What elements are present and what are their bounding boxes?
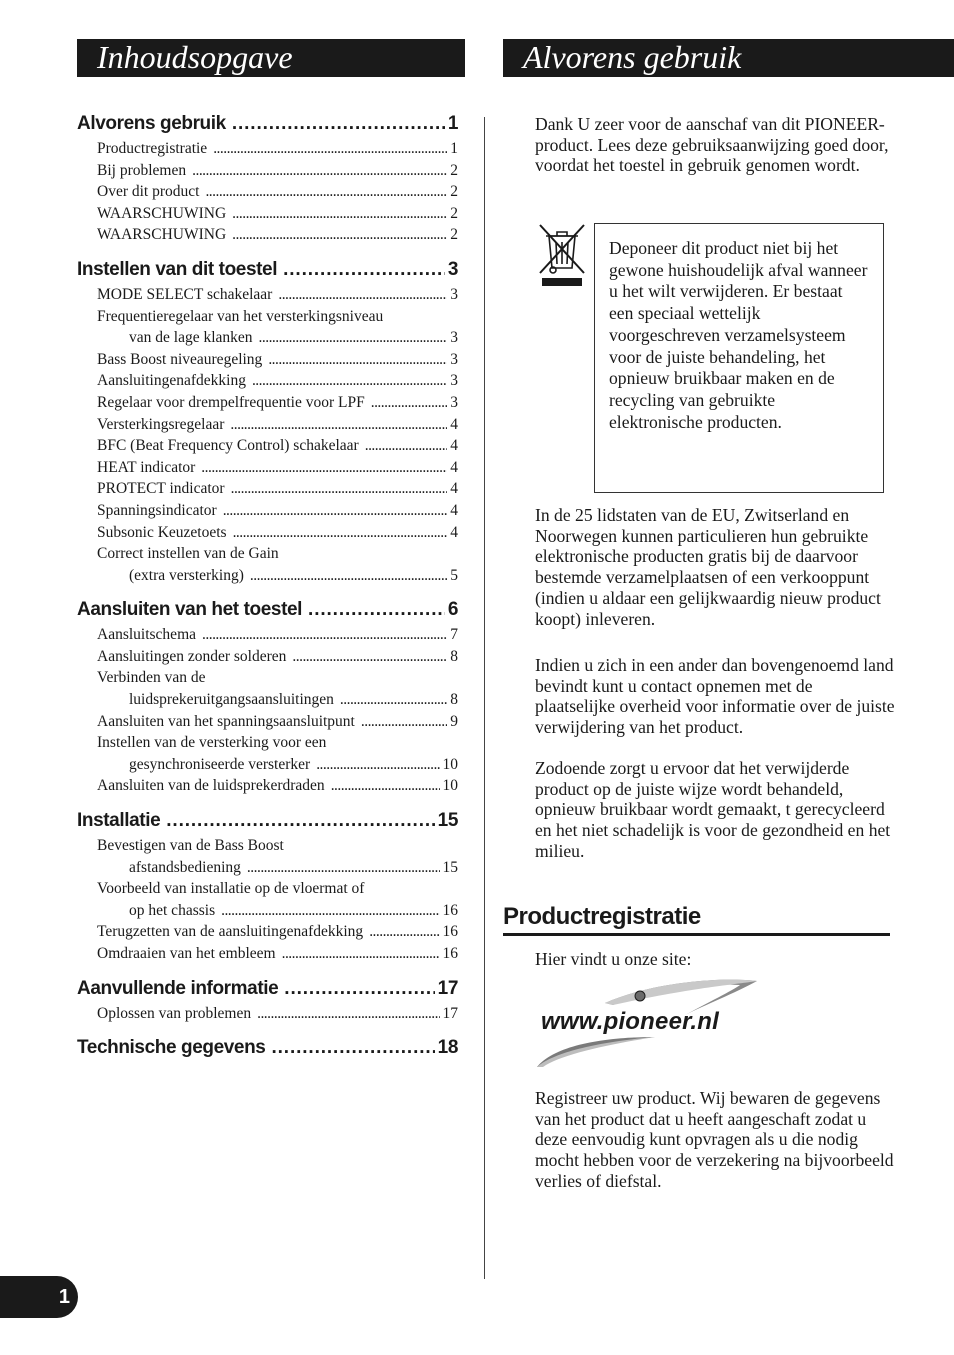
toc-section-page: 15 bbox=[437, 810, 458, 832]
toc-entry-page: 3 bbox=[450, 372, 458, 390]
toc-entry-page: 4 bbox=[450, 458, 458, 476]
toc-entry-label: Verbinden van de bbox=[97, 669, 206, 687]
dot-leader bbox=[371, 392, 448, 414]
dot-leader bbox=[232, 203, 447, 225]
dot-leader bbox=[292, 646, 447, 668]
toc-entry[interactable] bbox=[77, 457, 458, 479]
toc-section-label: Aansluiten van het toestel bbox=[77, 599, 303, 621]
dot-leader bbox=[223, 500, 448, 522]
toc-entry-label: Aansluitingenafdekking bbox=[97, 372, 246, 390]
dot-leader bbox=[268, 349, 447, 371]
toc-entry-page: 16 bbox=[442, 945, 458, 962]
dot-leader bbox=[259, 327, 448, 349]
toc-entry-page: 4 bbox=[450, 523, 458, 541]
toc-section-page: 17 bbox=[437, 977, 458, 999]
table-of-contents bbox=[77, 113, 458, 1075]
dot-leader bbox=[232, 224, 447, 246]
eu-disposal-paragraph: In de 25 lidstaten van de EU, Zwitserland en Noorwegen kunnen particulieren hun gebruikte elektronische producten gratis bij de daarvoor bestemde verzamelplaatsen of een verkooppunt (indien u aldaar een gelijkwaardig nieuw product koopt) inleveren. bbox=[535, 505, 881, 629]
toc-entry-label: Subsonic Keuzetoets bbox=[97, 523, 227, 541]
toc-entry-label: Aansluiten van de luidsprekerdraden bbox=[97, 777, 325, 795]
toc-entry-label: BFC (Beat Frequency Control) schakelaar bbox=[97, 437, 359, 455]
toc-entry[interactable] bbox=[77, 306, 458, 328]
other-country-paragraph: Indien u zich in een ander dan bovengenoemd land bevindt kunt u contact opnemen met de plaatselijke overheid voor informatie over de juiste verwijdering van het product. bbox=[535, 655, 895, 738]
toc-section-title[interactable] bbox=[77, 810, 458, 835]
toc-section-title[interactable] bbox=[77, 259, 458, 284]
toc-entry[interactable] bbox=[77, 732, 458, 754]
dot-leader bbox=[257, 1003, 439, 1025]
toc-entry-page: 10 bbox=[442, 755, 458, 773]
toc-entry-label: Voorbeeld van installatie op de vloermat of bbox=[97, 880, 365, 898]
toc-entry-label-cont: afstandsbediening bbox=[129, 858, 241, 876]
toc-entry-label: Aansluitschema bbox=[97, 626, 197, 644]
toc-entry[interactable] bbox=[77, 224, 458, 246]
toc-entry[interactable] bbox=[77, 624, 458, 646]
toc-entry-page: 9 bbox=[450, 712, 458, 730]
toc-entry[interactable] bbox=[77, 921, 458, 943]
toc-entry-label: Aansluitingen zonder solderen bbox=[97, 647, 287, 665]
page-number: 1 bbox=[0, 1276, 78, 1318]
intro-paragraph: Dank U zeer voor de aanschaf van dit PIONEER-product. Lees deze gebruiksaanwijzing goed door, voordat het toestel in gebruik genomen wordt. bbox=[535, 114, 889, 176]
toc-entry-page: 16 bbox=[442, 901, 458, 919]
toc-entry-label: Bass Boost niveauregeling bbox=[97, 350, 263, 368]
logo-url-text: www.pioneer.nl bbox=[541, 1008, 719, 1035]
dot-leader bbox=[316, 754, 439, 776]
toc-entry-label: Bij problemen bbox=[97, 161, 187, 179]
toc-entry-page: 8 bbox=[450, 647, 458, 665]
toc-section-title[interactable] bbox=[77, 978, 458, 1003]
toc-entry-label: Productregistratie bbox=[97, 140, 208, 157]
toc-entry-label: Regelaar voor drempelfrequentie voor LPF bbox=[97, 393, 365, 411]
toc-entry[interactable] bbox=[77, 160, 458, 182]
toc-entry[interactable] bbox=[77, 284, 458, 306]
dot-leader bbox=[284, 978, 434, 1000]
toc-entry[interactable] bbox=[77, 835, 458, 857]
toc-entry-label: WAARSCHUWING bbox=[97, 204, 227, 222]
dot-leader bbox=[365, 435, 448, 457]
dot-leader bbox=[252, 370, 447, 392]
treatment-paragraph: Zodoende zorgt u ervoor dat het verwijderde product op de juiste wijze wordt behandeld, opnieuw bruikbaar wordt gemaakt, t gerecycleerd en het niet schadelijk is voor de gezondheid en het milieu. bbox=[535, 758, 891, 861]
toc-entry-page: 7 bbox=[450, 626, 458, 644]
toc-entry-label: Over dit product bbox=[97, 183, 200, 201]
toc-entry-page: 4 bbox=[450, 437, 458, 455]
column-divider bbox=[484, 117, 485, 1279]
toc-section-label: Aanvullende informatie bbox=[77, 977, 279, 999]
toc-section-page: 6 bbox=[447, 599, 458, 621]
pioneer-website-logo[interactable] bbox=[535, 975, 763, 1071]
toc-entry-label: MODE SELECT schakelaar bbox=[97, 285, 273, 303]
toc-entry-label: WAARSCHUWING bbox=[97, 226, 227, 244]
toc-section-title[interactable] bbox=[77, 113, 458, 138]
section-title-productregistratie: Productregistratie bbox=[503, 902, 890, 936]
toc-entry-label-cont: van de lage klanken bbox=[129, 329, 253, 347]
toc-entry-page: 4 bbox=[450, 480, 458, 498]
toc-entry[interactable] bbox=[77, 1003, 458, 1025]
toc-section bbox=[77, 599, 458, 797]
toc-entry-page: 4 bbox=[450, 415, 458, 433]
disposal-notice-box: Deponeer dit product niet bij het gewone huishoudelijk afval wanneer u het wilt verwijderen. Er bestaat een speciaal wettelijk voorgeschreven verzamelsysteem voor de juiste behandeling, het opnieuw bruikbaar maken en de recycling van gebruikte elektronische producten. bbox=[594, 223, 884, 493]
toc-entry[interactable] bbox=[77, 543, 458, 565]
toc-entry[interactable] bbox=[77, 349, 458, 371]
registration-paragraph: Registreer uw product. Wij bewaren de gegevens van het product dat u heeft aangeschaft zodat u deze eenvoudig kunt opvragen als u die nodig mocht hebben voor de verzekering na bijvoorbeeld verlies of diefstal. bbox=[535, 1088, 894, 1191]
toc-entry-continuation[interactable] bbox=[77, 857, 458, 879]
toc-entry-label: Oplossen van problemen bbox=[97, 1004, 252, 1022]
dot-leader bbox=[250, 565, 447, 587]
dot-leader bbox=[283, 259, 445, 281]
dot-leader bbox=[340, 689, 447, 711]
toc-entry[interactable] bbox=[77, 878, 458, 900]
toc-entry[interactable] bbox=[77, 646, 458, 668]
toc-entry-label: Versterkingsregelaar bbox=[97, 415, 225, 433]
toc-entry-page: 2 bbox=[450, 161, 458, 179]
toc-section bbox=[77, 810, 458, 965]
toc-entry-label: Bevestigen van de Bass Boost bbox=[97, 837, 284, 855]
toc-section-title[interactable] bbox=[77, 1037, 458, 1062]
dot-leader bbox=[271, 1037, 434, 1059]
dot-leader bbox=[331, 775, 440, 797]
toc-section-page: 18 bbox=[437, 1037, 458, 1059]
toc-header: Inhoudsopgave bbox=[77, 39, 465, 77]
toc-entry[interactable] bbox=[77, 181, 458, 203]
dot-leader bbox=[232, 113, 445, 135]
dot-leader bbox=[278, 284, 447, 306]
toc-entry-continuation[interactable] bbox=[77, 900, 458, 922]
toc-entry[interactable] bbox=[77, 500, 458, 522]
dot-leader bbox=[231, 478, 448, 500]
toc-entry[interactable] bbox=[77, 392, 458, 414]
toc-entry-continuation[interactable] bbox=[77, 754, 458, 776]
dot-leader bbox=[213, 138, 447, 160]
toc-entry[interactable] bbox=[77, 478, 458, 500]
toc-entry-page: 1 bbox=[450, 140, 458, 157]
toc-entry-page: 4 bbox=[450, 501, 458, 519]
toc-entry-label: HEAT indicator bbox=[97, 458, 196, 476]
toc-entry-label: Aansluiten van het spanningsaansluitpunt bbox=[97, 712, 355, 730]
toc-section bbox=[77, 1037, 458, 1062]
toc-section-label: Instellen van dit toestel bbox=[77, 258, 278, 280]
toc-entry[interactable] bbox=[77, 203, 458, 225]
toc-entry-page: 3 bbox=[450, 350, 458, 368]
section-header: Alvorens gebruik bbox=[503, 39, 954, 77]
toc-entry-page: 16 bbox=[442, 923, 458, 941]
dot-leader bbox=[166, 810, 434, 832]
toc-section-title[interactable] bbox=[77, 599, 458, 624]
dot-leader bbox=[247, 857, 440, 879]
toc-section-page: 1 bbox=[447, 113, 458, 134]
toc-section-label: Technische gegevens bbox=[77, 1037, 266, 1059]
toc-entry-page: 17 bbox=[442, 1004, 458, 1022]
toc-entry-page: 5 bbox=[450, 566, 458, 584]
dot-leader bbox=[230, 414, 447, 436]
toc-entry[interactable] bbox=[77, 370, 458, 392]
toc-entry-page: 3 bbox=[450, 285, 458, 303]
toc-entry-label-cont: (extra versterking) bbox=[129, 566, 244, 584]
dot-leader bbox=[205, 181, 447, 203]
crossed-out-wheelie-bin-icon bbox=[537, 222, 587, 288]
dot-leader bbox=[308, 599, 445, 621]
toc-entry-continuation[interactable] bbox=[77, 327, 458, 349]
toc-entry-continuation[interactable] bbox=[77, 689, 458, 711]
toc-entry-label: Frequentieregelaar van het versterkingsniveau bbox=[97, 307, 384, 325]
toc-entry-page: 15 bbox=[442, 858, 458, 876]
toc-entry-page: 10 bbox=[442, 777, 458, 795]
toc-entry-continuation[interactable] bbox=[77, 565, 458, 587]
toc-entry-label: Omdraaien van het embleem bbox=[97, 945, 276, 962]
dot-leader bbox=[233, 522, 448, 544]
toc-section-page: 3 bbox=[447, 258, 458, 280]
toc-entry[interactable] bbox=[77, 414, 458, 436]
dot-leader bbox=[192, 160, 447, 182]
toc-entry-label: PROTECT indicator bbox=[97, 480, 225, 498]
toc-entry-label-cont: luidsprekeruitgangsaansluitingen bbox=[129, 691, 334, 709]
toc-entry-label: Spanningsindicator bbox=[97, 501, 217, 519]
toc-entry[interactable] bbox=[77, 435, 458, 457]
toc-section bbox=[77, 978, 458, 1025]
dot-leader bbox=[361, 711, 447, 733]
toc-entry[interactable] bbox=[77, 667, 458, 689]
toc-entry[interactable] bbox=[77, 138, 458, 160]
toc-entry-page: 3 bbox=[450, 393, 458, 411]
toc-entry-page: 2 bbox=[450, 226, 458, 244]
dot-leader bbox=[282, 943, 440, 965]
toc-section bbox=[77, 259, 458, 586]
toc-entry-page: 2 bbox=[450, 204, 458, 222]
toc-entry[interactable] bbox=[77, 775, 458, 797]
toc-entry[interactable] bbox=[77, 711, 458, 733]
toc-entry[interactable] bbox=[77, 522, 458, 544]
dot-leader bbox=[221, 900, 439, 922]
toc-section-label: Installatie bbox=[77, 810, 161, 832]
toc-section-label: Alvorens gebruik bbox=[77, 113, 226, 134]
toc-entry-label: Instellen van de versterking voor een bbox=[97, 734, 327, 752]
toc-entry-label-cont: gesynchroniseerde versterker bbox=[129, 755, 311, 773]
toc-section bbox=[77, 113, 458, 246]
toc-entry-label: Terugzetten van de aansluitingenafdekking bbox=[97, 923, 364, 941]
site-intro-text: Hier vindt u onze site: bbox=[535, 949, 692, 969]
dot-leader bbox=[369, 921, 439, 943]
toc-entry-page: 8 bbox=[450, 691, 458, 709]
dot-leader bbox=[202, 624, 447, 646]
toc-entry-label-cont: op het chassis bbox=[129, 901, 216, 919]
toc-entry-page: 3 bbox=[450, 329, 458, 347]
toc-entry-label: Correct instellen van de Gain bbox=[97, 545, 279, 563]
toc-entry-page: 2 bbox=[450, 183, 458, 201]
toc-entry[interactable] bbox=[77, 943, 458, 965]
dot-leader bbox=[201, 457, 447, 479]
